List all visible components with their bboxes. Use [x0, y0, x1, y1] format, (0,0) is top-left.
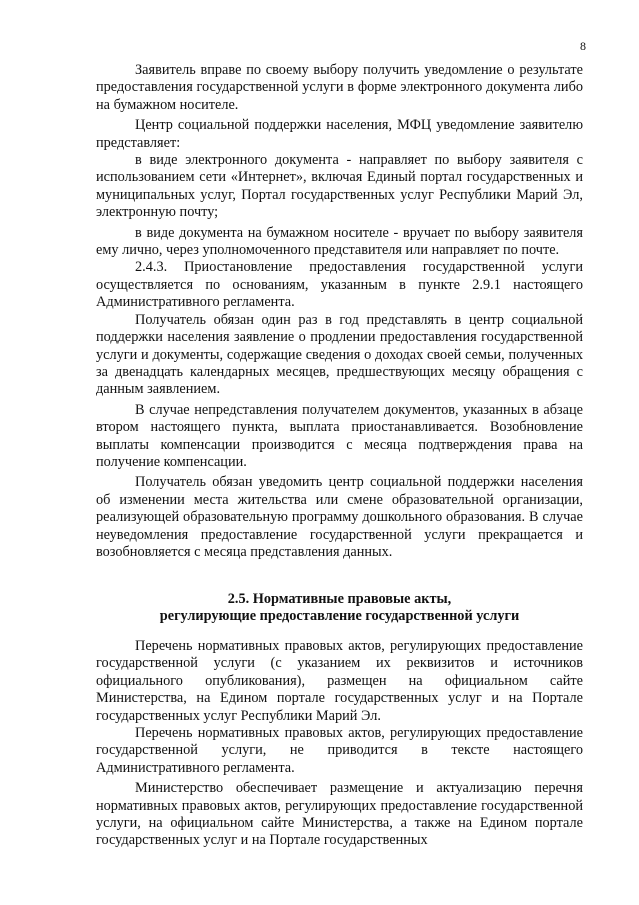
paragraph-notification-choice: Заявитель вправе по своему выбору получить уведомление о результате предоставления государственной услуги в форме электронного документа либо на бумажном носителе.	[96, 62, 583, 113]
page-number: 8	[580, 39, 586, 53]
body-text-top	[96, 62, 583, 561]
section-heading-line-1: 2.5. Нормативные правовые акты,	[227, 591, 452, 607]
section-heading-2-5	[96, 591, 583, 626]
body-text-bottom	[96, 638, 583, 850]
paragraph-electronic-form: в виде электронного документа - направляет по выбору заявителя с использованием сети «Интернет», включая Единый портал государственных и муниципальных услуг, Портал государственных услуг Республики Марий Эл, электронную почту;	[96, 152, 583, 221]
paragraph-list-published: Перечень нормативных правовых актов, регулирующих предоставление государственной услуги (с указанием их реквизитов и источников официального опубликования), размещен на официальном сайте Министерства, на Едином портале государственных услуг и на Портале государственных услуг Республики Марий Эл.	[96, 638, 583, 724]
paragraph-center-notifies: Центр социальной поддержки населения, МФЦ уведомление заявителю представляет:	[96, 117, 583, 151]
paragraph-2-4-3-suspension: 2.4.3. Приостановление предоставления государственной услуги осуществляется по основаниям, указанным в пункте 2.9.1 настоящего Административного регламента.	[96, 259, 583, 311]
paragraph-annual-renewal: Получатель обязан один раз в год представлять в центр социальной поддержки населения заявление о продлении предоставления государственной услуги и документы, содержащие сведения о доходах своей семьи, полученных за двенадцать календарных месяцев, предшествующих месяцу обращения с данным заявлением.	[96, 311, 583, 398]
section-heading-line-2: регулирующие предоставление государственной услуги	[159, 608, 520, 625]
paragraph-payment-suspended: В случае непредставления получателем документов, указанных в абзаце втором настоящего пункта, выплата приостанавливается. Возобновление выплаты компенсации производится с месяца подтверждения права на получение компенсации.	[96, 401, 583, 470]
paragraph-list-not-in-text: Перечень нормативных правовых актов, регулирующих предоставление государственной услуги, не приводится в тексте настоящего Административного регламента.	[96, 725, 583, 776]
paragraph-ministry-updates: Министерство обеспечивает размещение и актуализацию перечня нормативных правовых актов, регулирующих предоставление государственной услуги, на официальном сайте Министерства, а также на Едином портале государственных услуг и на Портале государственных	[96, 780, 583, 849]
paragraph-recipient-must-notify: Получатель обязан уведомить центр социальной поддержки населения об изменении места жительства или смене образовательной организации, реализующей образовательную программу дошкольного образования. В случае неуведомления предоставление государственной услуги прекращается и возобновляется с месяца представления данных.	[96, 474, 583, 560]
paragraph-paper-form: в виде документа на бумажном носителе - вручает по выбору заявителя ему лично, через уполномоченного представителя или направляет по почте.	[96, 224, 583, 259]
